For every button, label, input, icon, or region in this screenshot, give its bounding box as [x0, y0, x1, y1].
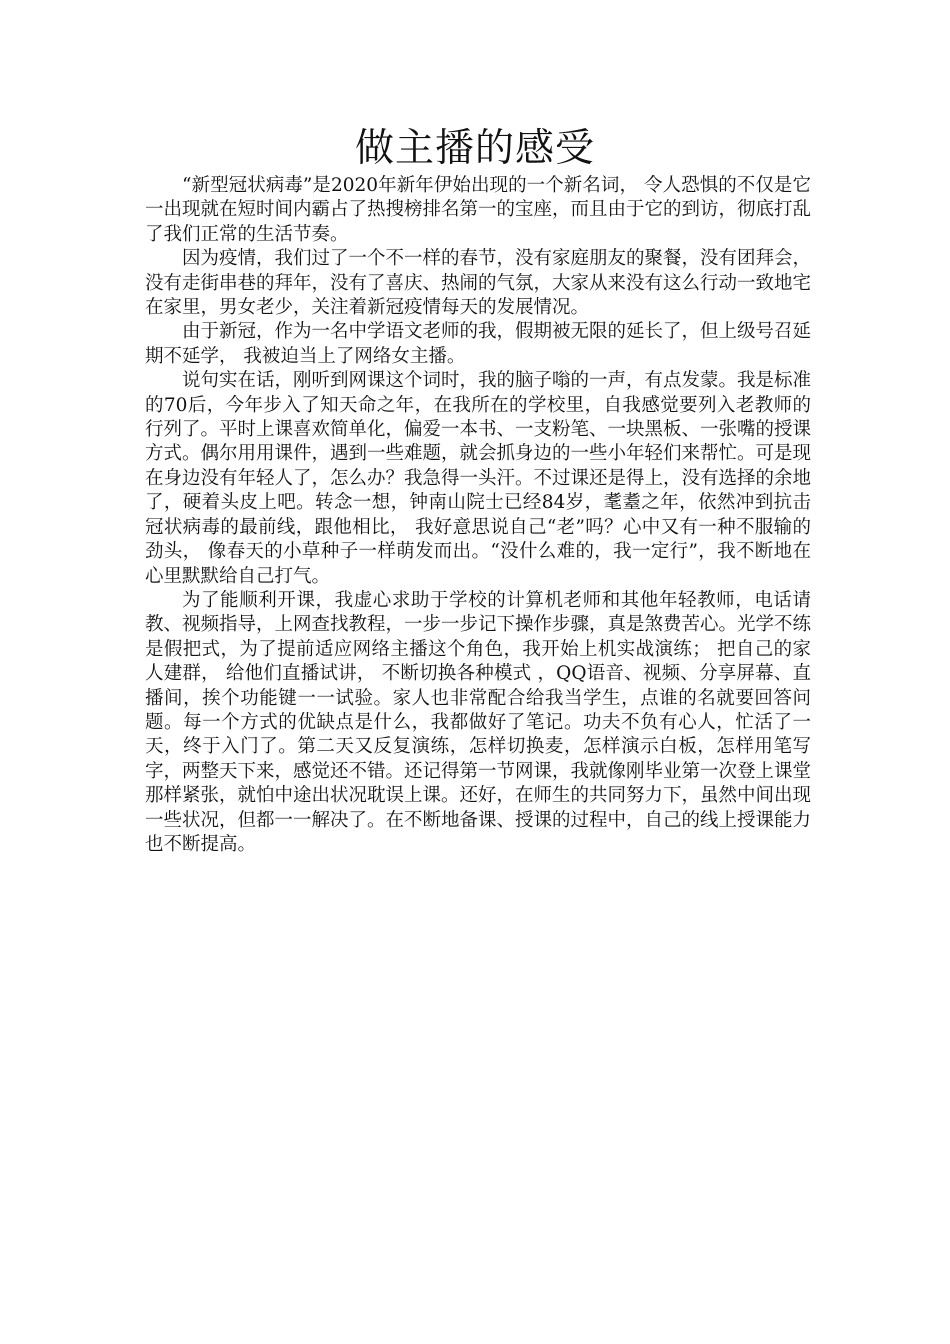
paragraph: 为了能顺利开课，我虚心求助于学校的计算机老师和其他年轻教师，电话请教、视频指导，上网查找教程，一步一步记下操作步骤，真是煞费苦心。光学不练是假把式，为了提前适应网络主播这个角色，我开始上机实战演练； 把自己的家人建群， 给他们直播试讲， 不断切换各种模式 ，QQ语音、视频、分享屏幕、直播间，挨个功能键一一试验。家人也非常配合给我当学生，点谁的名就要回答问题。每一个方式的优缺点是什么，我都做好了笔记。功夫不负有心人，忙活了一天，终于入门了。第二天又反复演练，怎样切换麦，怎样演示白板，怎样用笔写字，两整天下来，感觉还不错。还记得第一节网课，我就像刚毕业第一次登上课堂那样紧张，就怕中途出状况耽误上课。还好，在师生的共同努力下，虽然中间出现一些状况，但都一一解决了。在不断地备课、授课的过程中，自己的线上授课能力也不断提高。: [145, 589, 812, 855]
paragraph: 因为疫情，我们过了一个不一样的春节，没有家庭朋友的聚餐，没有团拜会，没有走街串巷的拜年，没有了喜庆、热闹的气氛，大家从来没有这么行动一致地宅在家里，男女老少，关注着新冠疫情每天的发展情况。: [145, 248, 812, 319]
document-body: [145, 174, 811, 857]
paragraph: 由于新冠，作为一名中学语文老师的我，假期被无限的延长了，但上级号召延期不延学， 我被迫当上了网络女主播。: [145, 321, 812, 367]
paragraph: 说句实在话，刚听到网课这个词时，我的脑子嗡的一声，有点发蒙。我是标准的70后，今年步入了知天命之年，在我所在的学校里，自我感觉要列入老教师的行列了。平时上课喜欢简单化，偏爱一本书、一支粉笔、一块黑板、一张嘴的授课方式。偶尔用用课件，遇到一些难题，就会抓身边的一些小年轻们来帮忙。可是现在身边没有年轻人了，怎么办？我急得一头汗。不过课还是得上，没有选择的余地了，硬着头皮上吧。转念一想，钟南山院士已经84岁，耄耋之年，依然冲到抗击冠状病毒的最前线，跟他相比， 我好意思说自己“老”吗？心中又有一种不服输的劲头， 像春天的小草种子一样萌发而出。“没什么难的，我一定行”，我不断地在心里默默给自己打气。: [145, 370, 812, 587]
paragraph: “新型冠状病毒”是2020年新年伊始出现的一个新名词， 令人恐惧的不仅是它一出现就在短时间内霸占了热搜榜排名第一的宝座，而且由于它的到访，彻底打乱了我们正常的生活节奏。: [145, 175, 812, 245]
document-title: 做主播的感受: [354, 126, 595, 171]
